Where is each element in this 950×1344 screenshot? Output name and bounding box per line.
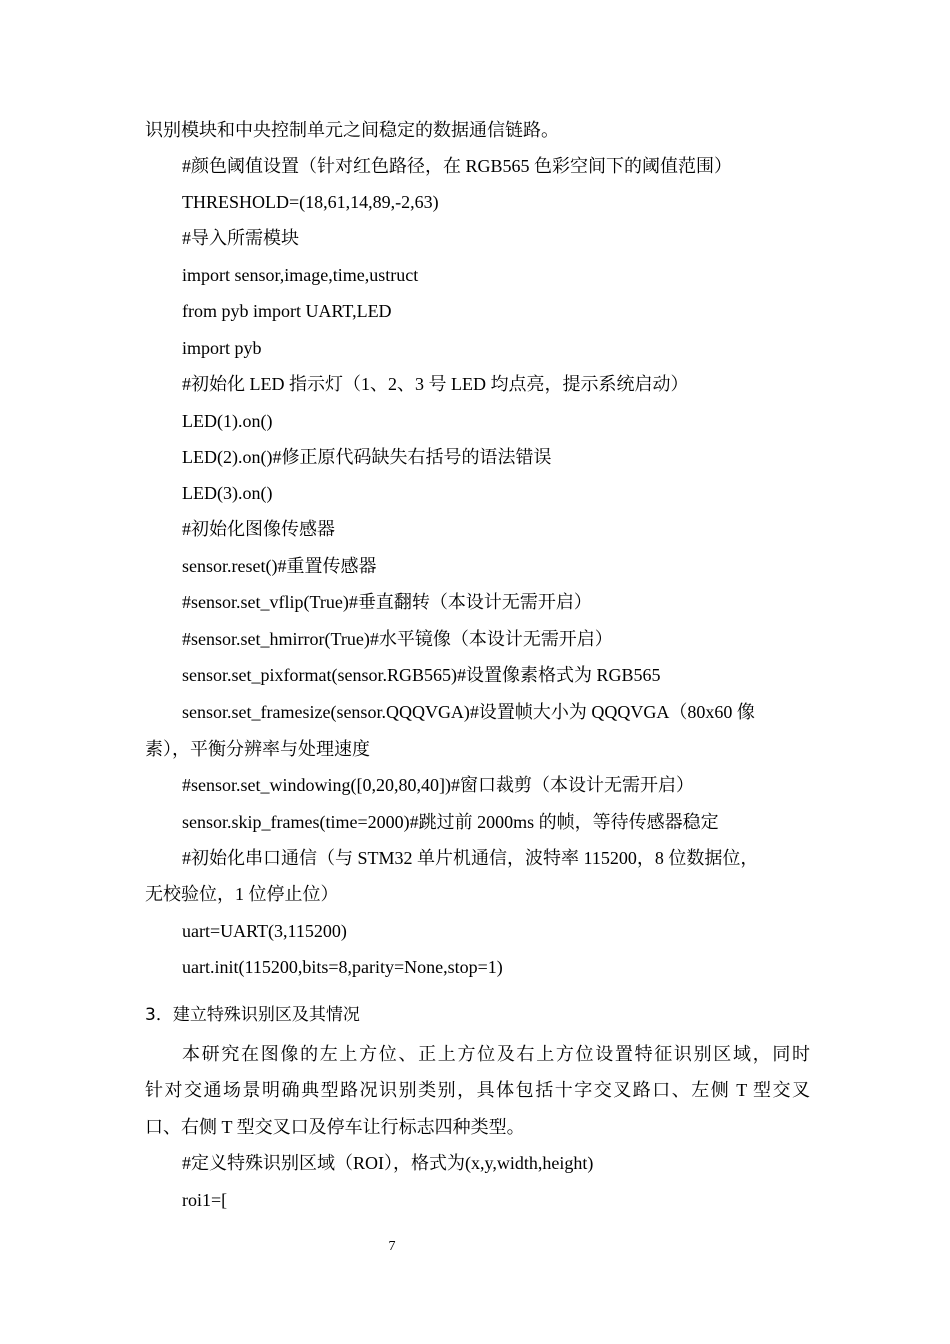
code-comment-line: #初始化 LED 指示灯（1、2、3 号 LED 均点亮，提示系统启动）	[182, 374, 689, 394]
code-line: LED(3).on()	[182, 483, 273, 503]
code-line: THRESHOLD=(18,61,14,89,-2,63)	[182, 192, 439, 212]
code-comment-line: #导入所需模块	[182, 228, 299, 248]
code-comment-line: #定义特殊识别区域（ROI），格式为(x,y,width,height)	[182, 1153, 594, 1173]
code-comment-line: #sensor.set_windowing([0,20,80,40])#窗口裁剪（本设计无需开启）	[182, 775, 694, 795]
code-line: import pyb	[182, 338, 262, 358]
code-line: uart.init(115200,bits=8,parity=None,stop=1)	[182, 957, 503, 977]
code-line: sensor.set_pixformat(sensor.RGB565)#设置像素格式为 RGB565	[182, 665, 661, 685]
code-comment-line: #初始化图像传感器	[182, 519, 335, 539]
code-line: sensor.set_framesize(sensor.QQQVGA)#设置帧大小为 QQQVGA（80x60 像	[182, 702, 755, 722]
code-comment-line: #sensor.set_vflip(True)#垂直翻转（本设计无需开启）	[182, 592, 592, 612]
code-line: roi1=[	[182, 1190, 228, 1210]
code-line: sensor.skip_frames(time=2000)#跳过前 2000ms 的帧，等待传感器稳定	[182, 812, 719, 832]
code-line: from pyb import UART,LED	[182, 301, 392, 321]
paragraph-line: 口、右侧 T 型交叉口及停车让行标志四种类型。	[145, 1117, 525, 1137]
code-comment-line: #sensor.set_hmirror(True)#水平镜像（本设计无需开启）	[182, 629, 613, 649]
code-comment-continuation: 无校验位，1 位停止位）	[145, 884, 339, 904]
section-heading: 3．建立特殊识别区及其情况	[145, 1005, 360, 1025]
code-comment-line: #初始化串口通信（与 STM32 单片机通信，波特率 115200，8 位数据位，	[182, 848, 759, 868]
code-line-continuation: 素），平衡分辨率与处理速度	[145, 739, 370, 759]
code-comment-line: #颜色阈值设置（针对红色路径，在 RGB565 色彩空间下的阈值范围）	[182, 156, 733, 176]
paragraph-line: 针对交通场景明确典型路况识别类别，具体包括十字交叉路口、左侧 T 型交叉	[145, 1080, 810, 1100]
page-number: 7	[388, 1239, 396, 1254]
code-line: LED(2).on()#修正原代码缺失右括号的语法错误	[182, 447, 552, 467]
code-line: LED(1).on()	[182, 411, 273, 431]
paragraph-line: 本研究在图像的左上方位、正上方位及右上方位设置特征识别区域，同时	[182, 1044, 810, 1064]
paragraph-line: 识别模块和中央控制单元之间稳定的数据通信链路。	[145, 120, 559, 140]
code-line: import sensor,image,time,ustruct	[182, 265, 419, 285]
code-line: uart=UART(3,115200)	[182, 921, 347, 941]
code-line: sensor.reset()#重置传感器	[182, 556, 377, 576]
